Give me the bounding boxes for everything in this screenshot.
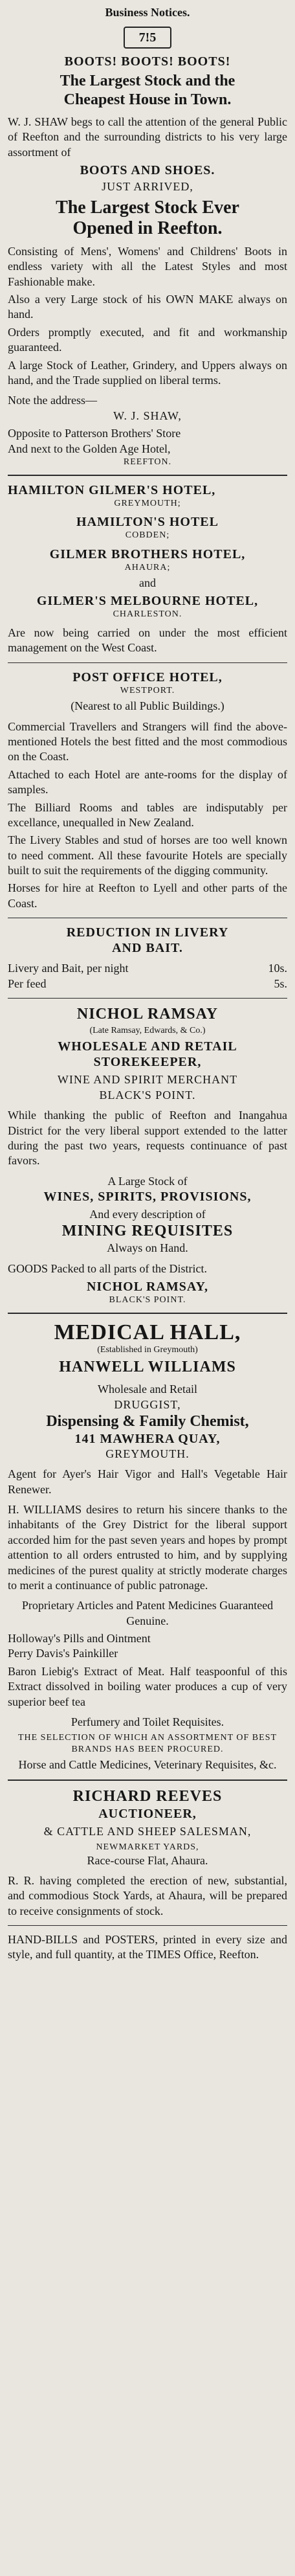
divider (8, 475, 287, 476)
handbills-text: HAND-BILLS and POSTERS, printed in every size and style, and full quantity, at the TIMES Office, Reefton. (8, 1933, 287, 1961)
hotel-2-name: HAMILTON'S HOTEL (76, 515, 219, 529)
reduction-line-2-label: Per feed (8, 977, 47, 990)
boots-consisting: Consisting of Mens', Womens' and Childrens' Boots in endless variety with all the Latest Styles and most Fashionable make. (8, 244, 287, 288)
boots-next-to: And next to the Golden Age Hotel, (8, 442, 171, 455)
medical-wholesale: Wholesale and Retail (98, 1383, 197, 1396)
boots-items: BOOTS AND SHOES. (80, 163, 215, 178)
boots-logo: 7!5 (124, 27, 171, 49)
divider (8, 1313, 287, 1314)
post-office-billiard: The Billiard Rooms and tables are indisputably per excellance, unequalled in New Zealand. (8, 800, 287, 829)
reduction-line-2-price: 5s. (274, 977, 287, 990)
section-title: Business Notices. (105, 6, 190, 19)
newspaper-page (0, 5, 295, 2576)
medical-liebig: Baron Liebig's Extract of Meat. Half teaspoonful of this Extract dissolved in boiling water produces a cup of very superior beef tea (8, 1664, 287, 1708)
reeves-rr: R. R. having completed the erection of new, substantial, and commodious Stock Yards, at Ahaura, will be prepared to receive consignments of stock. (8, 1873, 287, 1917)
boots-name: W. J. SHAW, (113, 409, 182, 422)
medical-address: 141 MAWHERA QUAY, (74, 1431, 221, 1446)
hotels-and: and (139, 576, 156, 589)
divider (8, 662, 287, 663)
boots-stock-line1: The Largest Stock and the (60, 73, 235, 90)
medical-perfumery: Perfumery and Toilet Requisites. (71, 1715, 224, 1729)
boots-intro: W. J. SHAW begs to call the attention of the general Public of Reefton and the surrounding districts to his very large assortment of (8, 115, 287, 159)
boots-largest: The Largest Stock Ever (56, 197, 239, 218)
hotel-4-name: GILMER'S MELBOURNE HOTEL, (36, 594, 259, 609)
boots-stock-line2: Cheapest House in Town. (63, 91, 232, 109)
post-office-place: WESTPORT. (120, 685, 175, 695)
boots-just-arrived: JUST ARRIVED, (102, 180, 193, 194)
medical-established: (Established in Greymouth) (97, 1344, 198, 1355)
nichol-late: (Late Ramsay, Edwards, & Co.) (89, 1025, 206, 1035)
boots-leather: A large Stock of Leather, Grindery, and Uppers always on hand, and the Trade supplied on liberal terms. (8, 358, 287, 387)
reduction-title-1: REDUCTION IN LIVERY (66, 925, 229, 940)
hotels-carried: Are now being carried on under the most efficient management on the West Coast. (8, 626, 287, 655)
medical-title: MEDICAL HALL, (54, 1320, 241, 1344)
nichol-mining: MINING REQUISITES (61, 1223, 234, 1240)
reduction-line-1 (8, 961, 287, 976)
nichol-large-stock: A Large Stock of (107, 1174, 188, 1188)
nichol-goods: GOODS Packed to all parts of the District. (8, 1261, 207, 1275)
boots-orders: Orders promptly executed, and fit and workmanship guaranteed. (8, 325, 287, 354)
divider (8, 998, 287, 999)
nichol-wines: WINES, SPIRITS, PROVISIONS, (43, 1190, 252, 1204)
nichol-sign-name: NICHOL RAMSAY, (86, 1280, 209, 1294)
medical-dispensing: Dispensing & Family Chemist, (46, 1413, 249, 1430)
boots-also: Also a very Large stock of his OWN MAKE always on hand. (8, 293, 287, 321)
divider (8, 1779, 287, 1781)
medical-name: HANWELL WILLIAMS (59, 1359, 236, 1376)
post-office-attached: Attached to each Hotel are ante-rooms for the display of samples. (8, 767, 287, 797)
boots-headline: BOOTS! BOOTS! BOOTS! (64, 54, 231, 69)
post-office-nearest: (Nearest to all Public Buildings.) (71, 699, 224, 713)
divider (8, 1925, 287, 1926)
nichol-wholesale: WHOLESALE AND RETAIL (58, 1039, 237, 1054)
medical-holloway: Holloway's Pills and Ointment (8, 1632, 151, 1645)
reeves-yards: NEWMARKET YARDS, (96, 1842, 199, 1853)
medical-town: GREYMOUTH. (105, 1447, 190, 1460)
boots-place: REEFTON. (123, 457, 172, 467)
medical-desires: H. WILLIAMS desires to return his sincere thanks to the inhabitants of the Grey District for the liberal support accorded him for the past seven years and hopes by prompt attention to all orders entrusted to him, and by supplying medicines of the purest quality at strictly moderate charges to merit a continuance of public patronage. (8, 1502, 287, 1592)
medical-druggist: DRUGGIST, (114, 1397, 181, 1411)
nichol-blacks: BLACK'S POINT. (99, 1088, 196, 1102)
boots-opposite: Opposite to Patterson Brothers' Store (8, 427, 181, 440)
medical-perry: Perry Davis's Painkiller (8, 1647, 118, 1660)
reduction-line-1-label: Livery and Bait, per night (8, 962, 129, 975)
nichol-wine: WINE AND SPIRIT MERCHANT (57, 1073, 238, 1087)
nichol-every: And every description of (89, 1208, 206, 1221)
boots-opened: Opened in Reefton. (72, 218, 223, 238)
medical-horse: Horse and Cattle Medicines, Veterinary Requisites, &c. (18, 1758, 277, 1772)
hotel-2-place: COBDEN; (125, 530, 170, 540)
reduction-line-2 (8, 977, 287, 991)
reeves-auctioneer: AUCTIONEER, (98, 1806, 197, 1821)
hotel-1-name: HAMILTON GILMER'S HOTEL, (8, 482, 216, 497)
nichol-storekeeper: STOREKEEPER, (93, 1055, 202, 1070)
boots-address-note: Note the address— (8, 394, 97, 407)
nichol-thanking: While thanking the public of Reefton and Inangahua District for the very liberal support extended to the latter during the past two years, requests continuance of past favors. (8, 1109, 287, 1168)
medical-agent: Agent for Ayer's Hair Vigor and Hall's Vegetable Hair Renewer. (8, 1467, 287, 1496)
post-office-horses: Horses for hire at Reefton to Lyell and other parts of the Coast. (8, 881, 287, 910)
hotel-1-place: GREYMOUTH; (114, 498, 181, 508)
post-office-livery: The Livery Stables and stud of horses are too well known to need comment. All these favourite Hotels are specially built to suit the requirements of the digging community. (8, 833, 287, 877)
reduction-title-2: AND BAIT. (112, 941, 183, 956)
post-office-title: POST OFFICE HOTEL, (72, 670, 223, 684)
reeves-race: Race-course Flat, Ahaura. (87, 1853, 208, 1867)
medical-selection: THE SELECTION OF WHICH AN ASSORTMENT OF BEST BRANDS HAS BEEN PROCURED. (17, 1733, 278, 1754)
nichol-sign-place: BLACK'S POINT. (109, 1295, 186, 1305)
post-office-commercial: Commercial Travellers and Strangers will find the above-mentioned Hotels the best fitted and the most commodious on the Coast. (8, 719, 287, 763)
reeves-name: RICHARD REEVES (72, 1787, 223, 1805)
medical-proprietary: Proprietary Articles and Patent Medicines Guaranteed Genuine. (21, 1599, 274, 1627)
hotel-3-place: AHAURA; (124, 562, 171, 572)
hotel-4-place: CHARLESTON. (113, 609, 182, 620)
nichol-always: Always on Hand. (107, 1241, 188, 1255)
reduction-line-1-price: 10s. (268, 962, 287, 975)
reeves-cattle: & CATTLE AND SHEEP SALESMAN, (43, 1824, 252, 1838)
nichol-name: NICHOL RAMSAY (76, 1006, 219, 1023)
hotel-3-name: GILMER BROTHERS HOTEL, (49, 547, 246, 561)
